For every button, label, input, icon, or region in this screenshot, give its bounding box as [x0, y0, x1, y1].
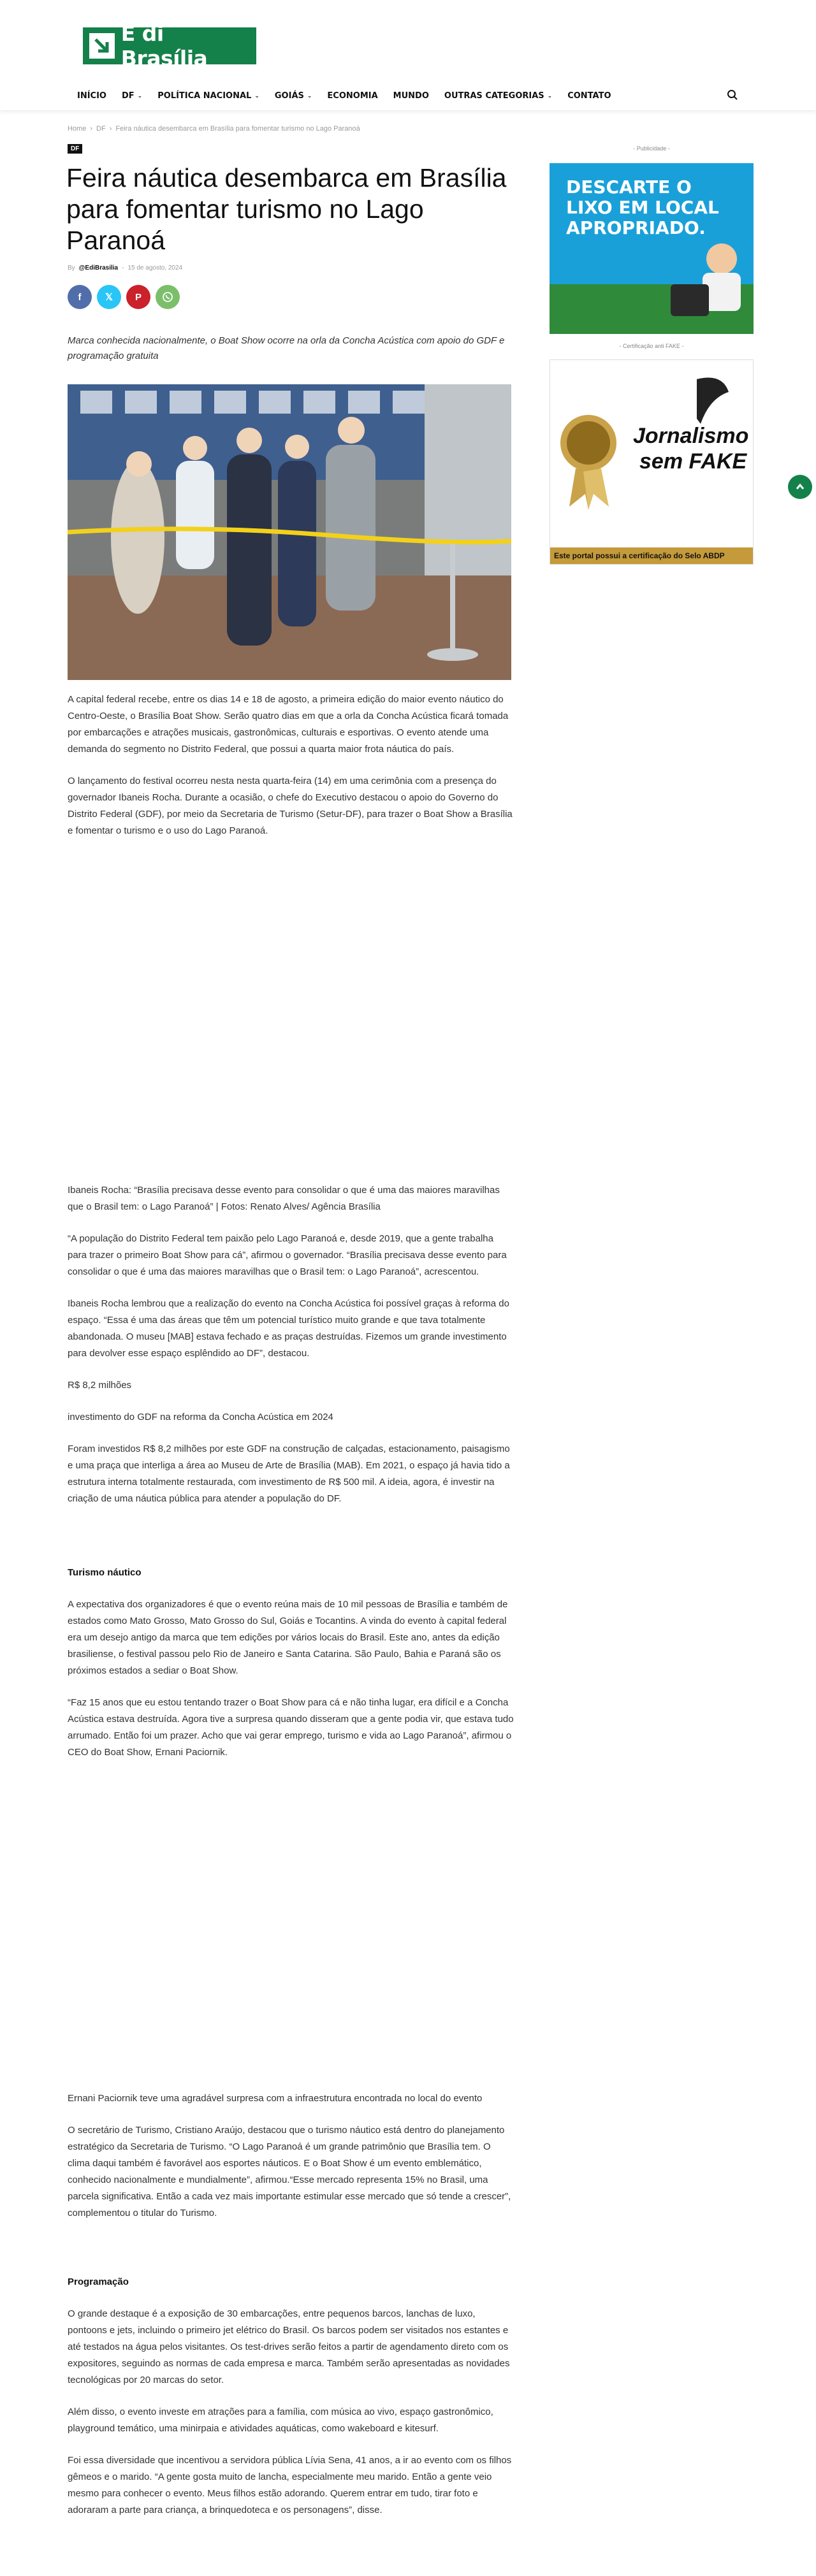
article-body-part-1	[68, 691, 514, 855]
article-paragraph: “Faz 15 anos que eu estou tentando trazer o Boat Show para cá e não tinha lugar, era difícil e a Concha Acústica estava destruída. Agora tive a surpresa quando disseram que a gente podia vir, que estava tudo arrumado. Então foi um prazer. Acho que vai gerar emprego, turismo e vida ao Lago Paranoá”, afirmou o CEO do Boat Show, Ernani Paciornik.	[68, 1697, 514, 1758]
advertisement-banner[interactable]	[550, 163, 754, 334]
nav-item-6[interactable]	[437, 91, 560, 101]
article-paragraph: Ernani Paciornik teve uma agradável surpresa com a infraestrutura encontrada no local do evento	[68, 2093, 483, 2104]
nav-item-0[interactable]	[69, 91, 114, 101]
nav-item-label: INÍCIO	[77, 91, 106, 101]
chevron-down-icon: ⌄	[254, 92, 259, 99]
article-paragraph: investimento do GDF na reforma da Concha Acústica em 2024	[68, 1412, 333, 1422]
share-buttons	[68, 285, 180, 309]
breadcrumb-df[interactable]: DF	[96, 125, 106, 133]
nav-item-4[interactable]	[319, 91, 385, 101]
article-paragraph: “A população do Distrito Federal tem paixão pelo Lago Paranoá e, desde 2019, que a gente trabalha para trazer o primeiro Boat Show para cá”, afirmou o governador. “Brasília precisava desse evento para consolidar o que é uma das maiores maravilhas que o Brasil tem: o Lago Paranoá”, acrescentou.	[68, 1233, 507, 1277]
whatsapp-share-button[interactable]	[156, 285, 180, 309]
programming-heading	[68, 2274, 514, 2306]
whatsapp-icon	[162, 291, 173, 303]
main-navigation	[0, 82, 816, 111]
site-logo[interactable]	[83, 21, 256, 71]
cert-bar-text: Este portal possui a certificação do Selo ABDP	[550, 547, 754, 564]
article-paragraph: O lançamento do festival ocorreu nesta nesta quarta-feira (14) em uma cerimônia com a presença do governador Ibaneis Rocha. Durante a ocasião, o chefe do Executivo destacou o apoio do Governo do Distrito Federal (GDF), por meio da Secretaria de Turismo (Setur-DF), para trazer o Boat Show a Brasília e fomentar o turismo e o uso do Lago Paranoá.	[68, 776, 513, 836]
breadcrumb-separator: ›	[109, 125, 112, 133]
twitter-share-button[interactable]	[97, 285, 121, 309]
logo-arrow-icon	[89, 33, 115, 59]
article-paragraph: Além disso, o evento investe em atrações para a família, com música ao vivo, espaço gastronômico, playground temático, uma minirpaia e atividades aquáticas, como wakeboard e kitesurf.	[68, 2406, 493, 2434]
nav-item-7[interactable]	[560, 91, 618, 101]
nav-item-label: MUNDO	[393, 91, 429, 101]
article-title: Feira náutica desembarca em Brasília para fomentar turismo no Lago Paranoá	[66, 163, 507, 255]
article-paragraph: O grande destaque é a exposição de 30 embarcações, entre pequenos barcos, lanchas de luxo, pontoons e jets, incluindo o primeiro jet elétrico do Brasil. Os barcos podem ser visitados nos estantes e até testados na água pelos visitantes. Os test-drives serão feitos a partir de agendamento direto com os expositores, seguindo as normas de cada empresa e marca. Também serão apresentadas as novidades tecnológicas por 20 marcas do setor.	[68, 2308, 510, 2385]
article-meta	[68, 264, 182, 271]
chevron-down-icon: ⌄	[547, 92, 553, 99]
facebook-share-button[interactable]	[68, 285, 92, 309]
article-paragraph: Ibaneis Rocha: “Brasília precisava desse evento para consolidar o que é uma das maiores maravilhas que o Brasil tem: o Lago Paranoá” | Fotos: Renato Alves/ Agência Brasília	[68, 1185, 500, 1212]
site-header	[0, 0, 816, 73]
nav-item-label: POLÍTICA NACIONAL	[157, 91, 252, 101]
ad-label: - Publicidade -	[633, 145, 670, 152]
pinterest-icon: P	[135, 291, 142, 303]
article-paragraph: R$ 8,2 milhões	[68, 1380, 132, 1391]
breadcrumb-separator: ›	[90, 125, 93, 133]
article-paragraph: Foi essa diversidade que incentivou a servidora pública Lívia Sena, 41 anos, a ir ao evento com os filhos gêmeos e o marido. “A gente gosta muito de lancha, especialmente meu marido. Então a gente veio mesmo para conhecer o evento. Meus filhos estão adorando. Querem entrar em tudo, tirar foto e adoraram a parte para criança, a brinquedoteca e os personagens”, disse.	[68, 2455, 512, 2515]
nav-item-2[interactable]	[150, 91, 267, 101]
chevron-down-icon: ⌄	[137, 92, 143, 99]
certification-badge[interactable]	[550, 359, 754, 565]
section-heading-programacao: Programação	[68, 2276, 129, 2287]
breadcrumb	[68, 125, 360, 133]
chevron-up-icon	[795, 482, 805, 492]
article-body-part-4	[68, 2090, 514, 2237]
article-paragraph: Ibaneis Rocha lembrou que a realização do evento na Concha Acústica foi possível graças à reforma do espaço. “Essa é uma das áreas que têm um potencial turístico muito grande e que tava totalmente abandonada. O museu [MAB] estava fechado e as praças destruídas. Fizemos um grande investimento para devolver esse espaço esplêndido ao DF”, destacou.	[68, 1298, 509, 1359]
featured-image[interactable]	[68, 384, 511, 680]
article-paragraph: O secretário de Turismo, Cristiano Araújo, destacou que o turismo náutico está dentro do planejamento estratégico da Secretaria de Turismo. “O Lago Paranoá é um grande patrimônio que Brasília tem. O clima daqui também é favorável aos esportes náuticos. E o Boat Show é um evento emblemático, conhecido nacionalmente e mundialmente”, afirmou.“Esse mercado representa 15% no Brasil, uma parcela significativa. Então a cada vez mais importante estimular esse mercado que só tende a crescer”, complementou o titular do Turismo.	[68, 2125, 511, 2218]
category-tag[interactable]: DF	[68, 144, 82, 154]
publish-date: 15 de agosto, 2024	[127, 264, 183, 271]
pinterest-share-button[interactable]	[126, 285, 150, 309]
breadcrumb-current: Feira náutica desembarca em Brasília para fomentar turismo no Lago Paranoá	[115, 125, 360, 133]
meta-separator: -	[122, 264, 124, 271]
site-brand-name: É di Brasília	[120, 21, 208, 71]
ad-headline: DESCARTE O LIXO EM LOCAL APROPRIADO.	[566, 177, 719, 238]
nav-item-label: ECONOMIA	[327, 91, 378, 101]
article-lede: Marca conhecida nacionalmente, o Boat Show ocorre na orla da Concha Acústica com apoio do GDF e programação gratuita	[68, 335, 505, 361]
breadcrumb-home[interactable]: Home	[68, 125, 87, 133]
chevron-down-icon: ⌄	[307, 92, 312, 99]
nav-item-label: OUTRAS CATEGORIAS	[444, 91, 544, 101]
x-icon: 𝕏	[105, 292, 113, 303]
article-paragraph: A capital federal recebe, entre os dias 14 e 18 de agosto, a primeira edição do maior evento náutico do Centro-Oeste, o Brasília Boat Show. Serão quatro dias em que a orla da Concha Acústica ficará tomada por embarcações e atrações musicais, gastronômicas, culturais e esportivas. O evento atende uma demanda do segmento no Distrito Federal, que possui a quarta maior frota náutica do país.	[68, 694, 509, 755]
article-paragraph: A expectativa dos organizadores é que o evento reúna mais de 10 mil pessoas de Brasília e também de estados como Mato Grosso, Mato Grosso do Sul, Goiás e Tocantins. A vinda do evento à capital federal era um desejo antigo da marca que tem edições por vários locais do Brasil. Este ano, antes da edição brasiliense, o festival passou pelo Rio de Janeiro e Santa Catarina. São Paulo, Bahia e Paraná são os próximos estados a sediar o Boat Show.	[68, 1599, 508, 1676]
nav-item-1[interactable]	[114, 91, 150, 101]
cert-label: - Certificação anti FAKE -	[619, 343, 684, 349]
nav-item-label: DF	[121, 91, 135, 101]
by-label: By	[68, 264, 75, 271]
nav-item-label: GOIÁS	[274, 91, 304, 101]
cert-title-line-2: sem FAKE	[639, 449, 747, 474]
back-to-top-button[interactable]	[788, 475, 812, 499]
article-body-part-5	[68, 2306, 514, 2534]
nav-item-label: CONTATO	[567, 91, 611, 101]
article-body-part-2	[68, 1182, 514, 1523]
facebook-icon: f	[78, 291, 82, 303]
section-heading-turismo: Turismo náutico	[68, 1567, 142, 1578]
cert-title-line-1: Jornalismo	[633, 424, 749, 448]
nav-item-5[interactable]	[386, 91, 437, 101]
author-link[interactable]: @EdiBrasilia	[78, 264, 119, 271]
article-paragraph: Foram investidos R$ 8,2 milhões por este GDF na construção de calçadas, estacionamento, paisagismo e uma praça que interliga a área ao Museu de Arte de Brasília (MAB). Em 2021, o espaço já havia tido a estrutura interna totalmente restaurada, com investimento de R$ 500 mil. A ideia, agora, é investir na criação de uma náutica pública para atender a população do DF.	[68, 1444, 510, 1504]
article-body-part-3	[68, 1596, 514, 1776]
search-icon[interactable]	[727, 89, 738, 104]
nav-item-3[interactable]	[267, 91, 320, 101]
tourism-heading	[68, 1565, 514, 1596]
